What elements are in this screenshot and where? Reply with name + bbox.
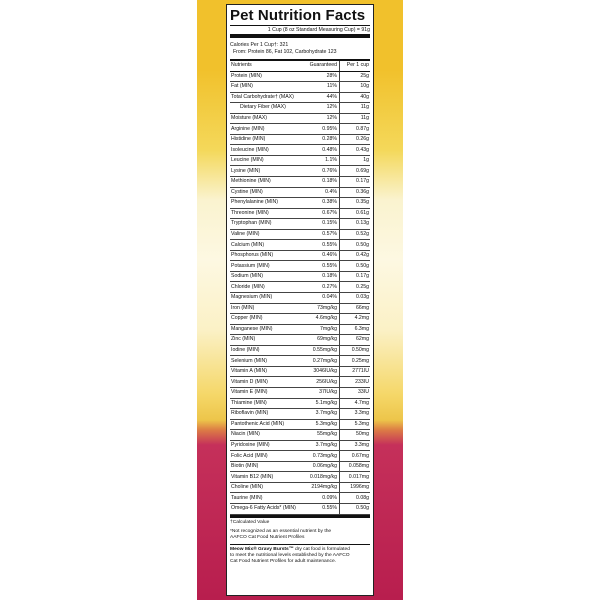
per-cup-value: 0.017mg (340, 472, 371, 483)
nutrient-name: Potassium (MIN) (230, 261, 304, 272)
statement-line-3: Cat Food Nutrient Profiles for adult maintenance. (230, 558, 337, 564)
calories-breakdown: From: Protein 86, Fat 102, Carbohydrate 123 (233, 49, 337, 55)
guaranteed-value: 0.18% (304, 271, 340, 282)
nutrient-table (230, 61, 370, 515)
guaranteed-value: 0.27mg/kg (304, 356, 340, 367)
guaranteed-value: 3.7mg/kg (304, 409, 340, 420)
table-row (230, 219, 370, 230)
per-cup-value: 25g (340, 71, 371, 82)
per-cup-value: 0.43g (340, 145, 371, 156)
footnote-not-recognized-2: AAFCO Cat Food Nutrient Profiles (230, 534, 305, 540)
nutrient-name: Pyridoxine (MIN) (230, 440, 304, 451)
nutrient-name: Phosphorus (MIN) (230, 250, 304, 261)
statement-line-2: to meet the nutritional levels established by the AAFCO (230, 552, 350, 558)
nutrient-name: Iodine (MIN) (230, 345, 304, 356)
per-cup-value: 0.50g (340, 261, 371, 272)
guaranteed-value: 0.09% (304, 493, 340, 504)
guaranteed-value: 0.04% (304, 293, 340, 304)
guaranteed-value: 0.67% (304, 208, 340, 219)
nutrient-name: Copper (MIN) (230, 314, 304, 325)
per-cup-value: 0.61g (340, 208, 371, 219)
per-cup-value: 0.17g (340, 177, 371, 188)
nutrient-name: Protein (MIN) (230, 71, 304, 82)
guaranteed-value: 5.3mg/kg (304, 419, 340, 430)
per-cup-value: 33IU (340, 387, 371, 398)
header-guaranteed: Guaranteed (304, 61, 340, 71)
guaranteed-value: 0.55% (304, 261, 340, 272)
per-cup-value: 0.87g (340, 124, 371, 135)
guaranteed-value: 3.7mg/kg (304, 440, 340, 451)
guaranteed-value: 12% (304, 103, 340, 114)
table-row (230, 82, 370, 93)
guaranteed-value: 2194mg/kg (304, 482, 340, 493)
per-cup-value: 0.35g (340, 198, 371, 209)
nutrient-name: Taurine (MIN) (230, 493, 304, 504)
per-cup-value: 5.3mg (340, 419, 371, 430)
table-row (230, 440, 370, 451)
per-cup-value: 6.3mg (340, 324, 371, 335)
table-row (230, 145, 370, 156)
per-cup-value: 1996mg (340, 482, 371, 493)
guaranteed-value: 0.76% (304, 166, 340, 177)
per-cup-value: 0.67mg (340, 451, 371, 462)
table-row (230, 314, 370, 325)
nutrient-name: Fat (MIN) (230, 82, 304, 93)
table-row (230, 324, 370, 335)
table-row (230, 335, 370, 346)
per-cup-value: 233IU (340, 377, 371, 388)
table-row (230, 229, 370, 240)
serving-size: 1 Cup (8 oz Standard Measuring Cup) = 91g (267, 27, 370, 33)
table-row (230, 124, 370, 135)
table-row (230, 419, 370, 430)
calories-per-cup: Calories Per 1 Cup†: 321 (230, 42, 289, 48)
table-row (230, 92, 370, 103)
nutrient-name: Folic Acid (MIN) (230, 451, 304, 462)
guaranteed-value: 0.4% (304, 187, 340, 198)
table-row (230, 71, 370, 82)
table-row (230, 409, 370, 420)
nutrient-name: Dietary Fiber (MAX) (230, 103, 304, 114)
per-cup-value: 11g (340, 103, 371, 114)
nutrient-name: Vitamin E (MIN) (230, 387, 304, 398)
table-row (230, 503, 370, 514)
per-cup-value: 50mg (340, 430, 371, 441)
table-row (230, 430, 370, 441)
guaranteed-value: 44% (304, 92, 340, 103)
per-cup-value: 11g (340, 113, 371, 124)
nutrition-facts-label (226, 4, 374, 596)
nutrient-name: Tryptophan (MIN) (230, 219, 304, 230)
nutrient-name: Chloride (MIN) (230, 282, 304, 293)
table-row (230, 293, 370, 304)
per-cup-value: 0.36g (340, 187, 371, 198)
guaranteed-value: 256IU/kg (304, 377, 340, 388)
per-cup-value: 0.26g (340, 134, 371, 145)
nutrient-name: Isoleucine (MIN) (230, 145, 304, 156)
table-row (230, 198, 370, 209)
guaranteed-value: 0.18% (304, 177, 340, 188)
nutrient-name: Leucine (MIN) (230, 155, 304, 166)
per-cup-value: 0.13g (340, 219, 371, 230)
guaranteed-value: 0.48% (304, 145, 340, 156)
table-row (230, 134, 370, 145)
nutrient-name: Iron (MIN) (230, 303, 304, 314)
header-per-cup: Per 1 cup (340, 61, 371, 71)
table-row (230, 472, 370, 483)
guaranteed-value: 1.1% (304, 155, 340, 166)
guaranteed-value: 28% (304, 71, 340, 82)
guaranteed-value: 0.46% (304, 250, 340, 261)
guaranteed-value: 12% (304, 113, 340, 124)
guaranteed-value: 0.95% (304, 124, 340, 135)
per-cup-value: 0.50g (340, 240, 371, 251)
nutrient-name: Lysine (MIN) (230, 166, 304, 177)
guaranteed-value: 73mg/kg (304, 303, 340, 314)
guaranteed-value: 0.55mg/kg (304, 345, 340, 356)
per-cup-value: 0.42g (340, 250, 371, 261)
nutrient-name: Pantothenic Acid (MIN) (230, 419, 304, 430)
guaranteed-value: 3046IU/kg (304, 366, 340, 377)
nutrient-name: Phenylalanine (MIN) (230, 198, 304, 209)
table-row (230, 155, 370, 166)
table-row (230, 282, 370, 293)
nutrient-name: Manganese (MIN) (230, 324, 304, 335)
guaranteed-value: 0.38% (304, 198, 340, 209)
table-row (230, 271, 370, 282)
nutrient-name: Biotin (MIN) (230, 461, 304, 472)
guaranteed-value: 0.55% (304, 503, 340, 514)
per-cup-value: 0.50mg (340, 345, 371, 356)
nutrient-name: Niacin (MIN) (230, 430, 304, 441)
guaranteed-value: 0.018mg/kg (304, 472, 340, 483)
nutrient-name: Valine (MIN) (230, 229, 304, 240)
per-cup-value: 0.50g (340, 503, 371, 514)
nutrient-name: Sodium (MIN) (230, 271, 304, 282)
per-cup-value: 0.25mg (340, 356, 371, 367)
per-cup-value: 4.7mg (340, 398, 371, 409)
statement-line-1: dry cat food is formulated (293, 546, 350, 552)
table-row (230, 177, 370, 188)
adequacy-statement (230, 544, 370, 565)
guaranteed-value: 0.55% (304, 240, 340, 251)
table-header-row (230, 61, 370, 71)
nutrient-name: Vitamin B12 (MIN) (230, 472, 304, 483)
nutrient-name: Vitamin D (MIN) (230, 377, 304, 388)
guaranteed-value: 0.28% (304, 134, 340, 145)
guaranteed-value: 0.57% (304, 229, 340, 240)
per-cup-value: 3.3mg (340, 409, 371, 420)
table-row (230, 345, 370, 356)
footnote-calculated: †Calculated Value (230, 519, 270, 525)
guaranteed-value: 0.73mg/kg (304, 451, 340, 462)
guaranteed-value: 4.6mg/kg (304, 314, 340, 325)
table-row (230, 187, 370, 198)
nutrient-name: Histidine (MIN) (230, 134, 304, 145)
per-cup-value: 0.25g (340, 282, 371, 293)
per-cup-value: 10g (340, 82, 371, 93)
per-cup-value: 0.03g (340, 293, 371, 304)
per-cup-value: 1g (340, 155, 371, 166)
per-cup-value: 40g (340, 92, 371, 103)
table-row (230, 461, 370, 472)
nutrient-name: Cystine (MIN) (230, 187, 304, 198)
table-row (230, 493, 370, 504)
table-row (230, 303, 370, 314)
nutrient-name: Zinc (MIN) (230, 335, 304, 346)
per-cup-value: 2771IU (340, 366, 371, 377)
table-row (230, 113, 370, 124)
nutrient-name: Methionine (MIN) (230, 177, 304, 188)
per-cup-value: 0.69g (340, 166, 371, 177)
brand-name: Meow Mix® Gravy Bursts™ (230, 546, 294, 552)
guaranteed-value: 11% (304, 82, 340, 93)
guaranteed-value: 5.1mg/kg (304, 398, 340, 409)
nutrient-name: Calcium (MIN) (230, 240, 304, 251)
nutrient-name: Vitamin A (MIN) (230, 366, 304, 377)
per-cup-value: 3.3mg (340, 440, 371, 451)
per-cup-value: 62mg (340, 335, 371, 346)
per-cup-value: 0.08g (340, 493, 371, 504)
table-row (230, 208, 370, 219)
guaranteed-value: 0.15% (304, 219, 340, 230)
nutrient-name: Selenium (MIN) (230, 356, 304, 367)
table-row (230, 366, 370, 377)
nutrient-name: Choline (MIN) (230, 482, 304, 493)
nutrient-name: Magnesium (MIN) (230, 293, 304, 304)
header-nutrients: Nutrients (230, 61, 304, 71)
guaranteed-value: 0.27% (304, 282, 340, 293)
table-row (230, 356, 370, 367)
guaranteed-value: 0.06mg/kg (304, 461, 340, 472)
nutrient-name: Omega-6 Fatty Acids* (MIN) (230, 503, 304, 514)
per-cup-value: 4.2mg (340, 314, 371, 325)
footnotes (230, 515, 370, 541)
nutrient-name: Moisture (MAX) (230, 113, 304, 124)
footnote-not-recognized-1: *Not recognized as an essential nutrient by the (230, 528, 332, 534)
table-row (230, 250, 370, 261)
table-row (230, 451, 370, 462)
per-cup-value: 66mg (340, 303, 371, 314)
table-row (230, 398, 370, 409)
table-row (230, 261, 370, 272)
nutrient-name: Thiamine (MIN) (230, 398, 304, 409)
per-cup-value: 0.058mg (340, 461, 371, 472)
table-row (230, 166, 370, 177)
per-cup-value: 0.52g (340, 229, 371, 240)
nutrient-name: Arginine (MIN) (230, 124, 304, 135)
label-title: Pet Nutrition Facts (230, 7, 370, 26)
table-row (230, 240, 370, 251)
table-row (230, 387, 370, 398)
per-cup-value: 0.17g (340, 271, 371, 282)
guaranteed-value: 7mg/kg (304, 324, 340, 335)
guaranteed-value: 69mg/kg (304, 335, 340, 346)
table-row (230, 482, 370, 493)
nutrient-name: Riboflavin (MIN) (230, 409, 304, 420)
table-row (230, 103, 370, 114)
table-row (230, 377, 370, 388)
nutrient-name: Total Carbohydrate† (MAX) (230, 92, 304, 103)
guaranteed-value: 55mg/kg (304, 430, 340, 441)
nutrient-name: Threonine (MIN) (230, 208, 304, 219)
guaranteed-value: 37IU/kg (304, 387, 340, 398)
